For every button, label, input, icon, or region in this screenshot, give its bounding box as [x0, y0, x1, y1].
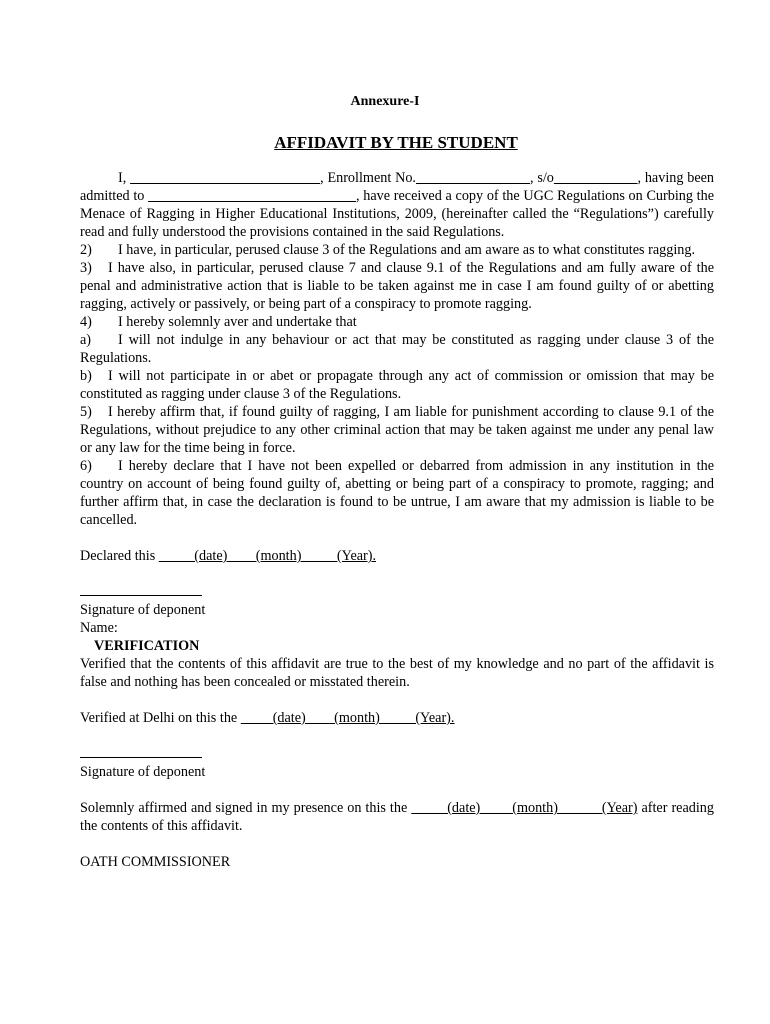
- clause-2: [80, 241, 714, 259]
- name-label: Name:: [80, 620, 118, 636]
- declared-date-blanks[interactable]: (date) (month) (Year).: [158, 548, 377, 564]
- verification-heading: VERIFICATION: [94, 638, 200, 654]
- clause-3-text: I have also, in particular, perused clause 7 and clause 9.1 of the Regulations and am fully aware of the penal and administrative action that is liable to be taken against me in case I am found guilty of or abetting ragging, actively or passively, or being part of a conspiracy to promote ragging.: [80, 260, 714, 312]
- clause-4a: [80, 331, 714, 367]
- so-label: , s/o: [529, 170, 554, 186]
- affidavit-body: [80, 169, 714, 871]
- declared-line: [80, 547, 714, 565]
- clause-5-number: 5): [80, 404, 92, 420]
- signature-line-1: [80, 583, 714, 601]
- verified-date-blanks[interactable]: (date) (month) (Year).: [240, 710, 455, 726]
- clause-3: [80, 259, 714, 313]
- clause-6: [80, 457, 714, 529]
- clause-4b: [80, 367, 714, 403]
- intro-i: I,: [118, 170, 127, 186]
- signature-line-2: [80, 745, 714, 763]
- clause-2-text: I have, in particular, perused clause 3 of the Regulations and am aware as to what constitutes ragging.: [118, 242, 695, 258]
- name-blank[interactable]: [130, 170, 320, 186]
- clause-4-number: 4): [80, 314, 92, 330]
- intro-paragraph: [80, 169, 714, 241]
- intro-rest: , have received a copy of the UGC Regulations on Curbing the Menace of Ragging in Higher Educational Institutions, 2009, (hereinafter called the “Regulations”) carefully read and fully understood the provisions contained in the said Regulations.: [80, 188, 715, 240]
- so-blank[interactable]: [554, 170, 638, 186]
- clause-4b-number: b): [80, 368, 92, 384]
- clause-5-text: I hereby affirm that, if found guilty of ragging, I am liable for punishment according to clause 9.1 of the Regulations, without prejudice to any other criminal action that may be taken against me under any penal law or any law for the time being in force.: [80, 404, 714, 456]
- solemn-line: [80, 799, 714, 835]
- clause-3-number: 3): [80, 260, 92, 276]
- enrollment-label: , Enrollment No.: [320, 170, 416, 186]
- clause-4b-text: I will not participate in or abet or propagate through any act of commission or omission that may be constituted as ragging under clause 3 of the Regulations.: [80, 368, 714, 402]
- admitted-label: , having been admitted to: [80, 170, 715, 204]
- verification-text: Verified that the contents of this affidavit are true to the best of my knowledge and no part of the affidavit is false and nothing has been concealed or misstated therein.: [80, 656, 714, 690]
- solemn-after: after reading the contents of this affidavit.: [80, 800, 714, 834]
- clause-2-number: 2): [80, 242, 92, 258]
- verified-at-line: [80, 709, 714, 727]
- clause-4a-text: I will not indulge in any behaviour or act that may be constituted as ragging under clause 3 of the Regulations.: [80, 332, 714, 366]
- document-title: AFFIDAVIT BY THE STUDENT: [274, 133, 518, 152]
- clause-6-number: 6): [80, 458, 92, 474]
- institution-blank[interactable]: [148, 188, 356, 204]
- clause-4a-number: a): [80, 332, 92, 348]
- oath-commissioner: OATH COMMISSIONER: [80, 854, 231, 870]
- declared-label: Declared this: [80, 548, 156, 564]
- clause-5: [80, 403, 714, 457]
- verified-at-label: Verified at Delhi on this the: [80, 710, 238, 726]
- signature-label-1: Signature of deponent: [80, 602, 206, 618]
- annexure-label: Annexure-I: [350, 94, 420, 109]
- clause-4: [80, 313, 714, 331]
- enrollment-blank[interactable]: [416, 170, 530, 186]
- solemn-date-blanks[interactable]: (date) (month) (Year): [411, 800, 638, 816]
- clause-4-text: I hereby solemnly aver and undertake that: [118, 314, 357, 330]
- signature-label-2: Signature of deponent: [80, 764, 206, 780]
- clause-6-text: I hereby declare that I have not been expelled or debarred from admission in any institution in the country on account of being found guilty of, abetting or being part of a conspiracy to promote, ragging; and further affirm that, in case the declaration is found to be untrue, I am aware that my admission is liable to be cancelled.: [80, 458, 714, 528]
- solemn-label: Solemnly affirmed and signed in my presence on this the: [80, 800, 408, 816]
